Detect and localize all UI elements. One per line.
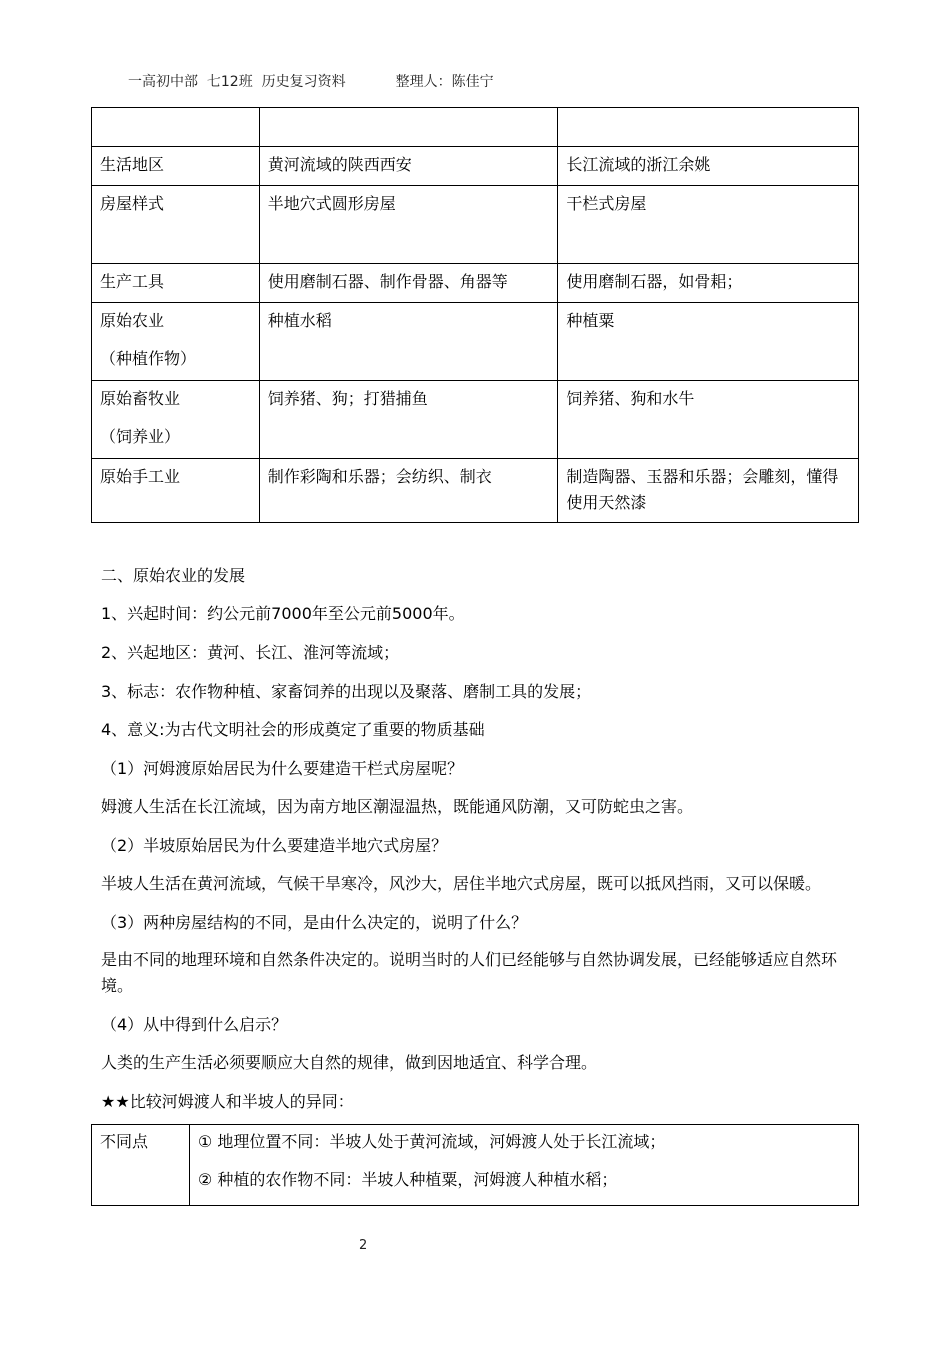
header-right: 整理人：陈佳宁 [395, 74, 494, 90]
difference-table [91, 1124, 859, 1206]
row-label: 生活地区 [92, 147, 260, 186]
table-row [92, 147, 859, 186]
row-label: 原始手工业 [92, 459, 260, 523]
row-label-line2: （种植作物） [100, 349, 197, 368]
table-cell [558, 108, 859, 147]
difference-item: ② 种植的农作物不同：半坡人种植粟，河姆渡人种植水稻； [197, 1170, 618, 1189]
table-row [92, 1125, 859, 1206]
paragraph: 2、兴起地区：黄河、长江、淮河等流域； [101, 643, 400, 662]
row-label: 房屋样式 [92, 186, 260, 264]
paragraph: 4、意义:为古代文明社会的形成奠定了重要的物质基础 [101, 720, 485, 739]
answer: 姆渡人生活在长江流域，因为南方地区潮湿温热，既能通风防潮，又可防蛇虫之害。 [101, 797, 694, 816]
table-cell: 干栏式房屋 [558, 186, 859, 264]
table-cell: 饲养猪、狗和水牛 [558, 381, 859, 459]
table-cell: 黄河流域的陕西西安 [259, 147, 558, 186]
row-label: 生产工具 [92, 264, 260, 303]
table-row [92, 381, 859, 459]
table-cell: 长江流域的浙江余姚 [558, 147, 859, 186]
answer: 半坡人生活在黄河流域，气候干旱寒冷，风沙大，居住半地穴式房屋，既可以抵风挡雨，又可以保暖。 [101, 874, 822, 893]
answer: 人类的生产生活必须要顺应大自然的规律，做到因地适宜、科学合理。 [101, 1053, 598, 1072]
table-cell: 制作彩陶和乐器；会纺织、制衣 [259, 459, 558, 523]
page-number: 2 [359, 1238, 368, 1253]
table-row [92, 303, 859, 381]
row-label-line2: （饲养业） [100, 427, 181, 446]
table-row [92, 108, 859, 147]
question: （4）从中得到什么启示？ [101, 1015, 288, 1034]
paragraph: 1、兴起时间：约公元前7000年至公元前5000年。 [101, 604, 465, 623]
comparison-table [91, 107, 859, 523]
table-cell: 制造陶器、玉器和乐器；会雕刻，懂得使用天然漆 [558, 459, 859, 523]
row-label-line1: 原始畜牧业 [100, 389, 181, 408]
question: （1）河姆渡原始居民为什么要建造干栏式房屋呢？ [101, 759, 464, 778]
table-cell [92, 108, 260, 147]
table-cell: 种植粟 [558, 303, 859, 381]
question: （3）两种房屋结构的不同，是由什么决定的，说明了什么？ [101, 913, 528, 932]
table-cell: 种植水稻 [259, 303, 558, 381]
table-cell [259, 108, 558, 147]
row-label-line1: 原始农业 [100, 311, 165, 330]
page-header [128, 71, 494, 91]
difference-item: ① 地理位置不同：半坡人处于黄河流域，河姆渡人处于长江流域； [197, 1132, 666, 1151]
paragraph: 3、标志：农作物种植、家畜饲养的出现以及聚落、磨制工具的发展； [101, 682, 592, 701]
row-label: 不同点 [92, 1125, 190, 1206]
row-label [92, 381, 260, 459]
table-cell: 饲养猪、狗；打猎捕鱼 [259, 381, 558, 459]
header-left: 一高初中部 七12班 历史复习资料 [128, 74, 346, 90]
row-label [92, 303, 260, 381]
table-row [92, 459, 859, 523]
table-row [92, 264, 859, 303]
section-title: 二、原始农业的发展 [101, 566, 246, 585]
table-row [92, 186, 859, 264]
question: （2）半坡原始居民为什么要建造半地穴式房屋？ [101, 836, 448, 855]
answer: 是由不同的地理环境和自然条件决定的。说明当时的人们已经能够与自然协调发展，已经能够适应自然环境。 [101, 950, 838, 995]
table-cell [189, 1125, 858, 1206]
table-cell: 半地穴式圆形房屋 [259, 186, 558, 264]
compare-title: ★★比较河姆渡人和半坡人的异同： [101, 1092, 354, 1111]
table-cell: 使用磨制石器，如骨耜； [558, 264, 859, 303]
table-cell: 使用磨制石器、制作骨器、角器等 [259, 264, 558, 303]
